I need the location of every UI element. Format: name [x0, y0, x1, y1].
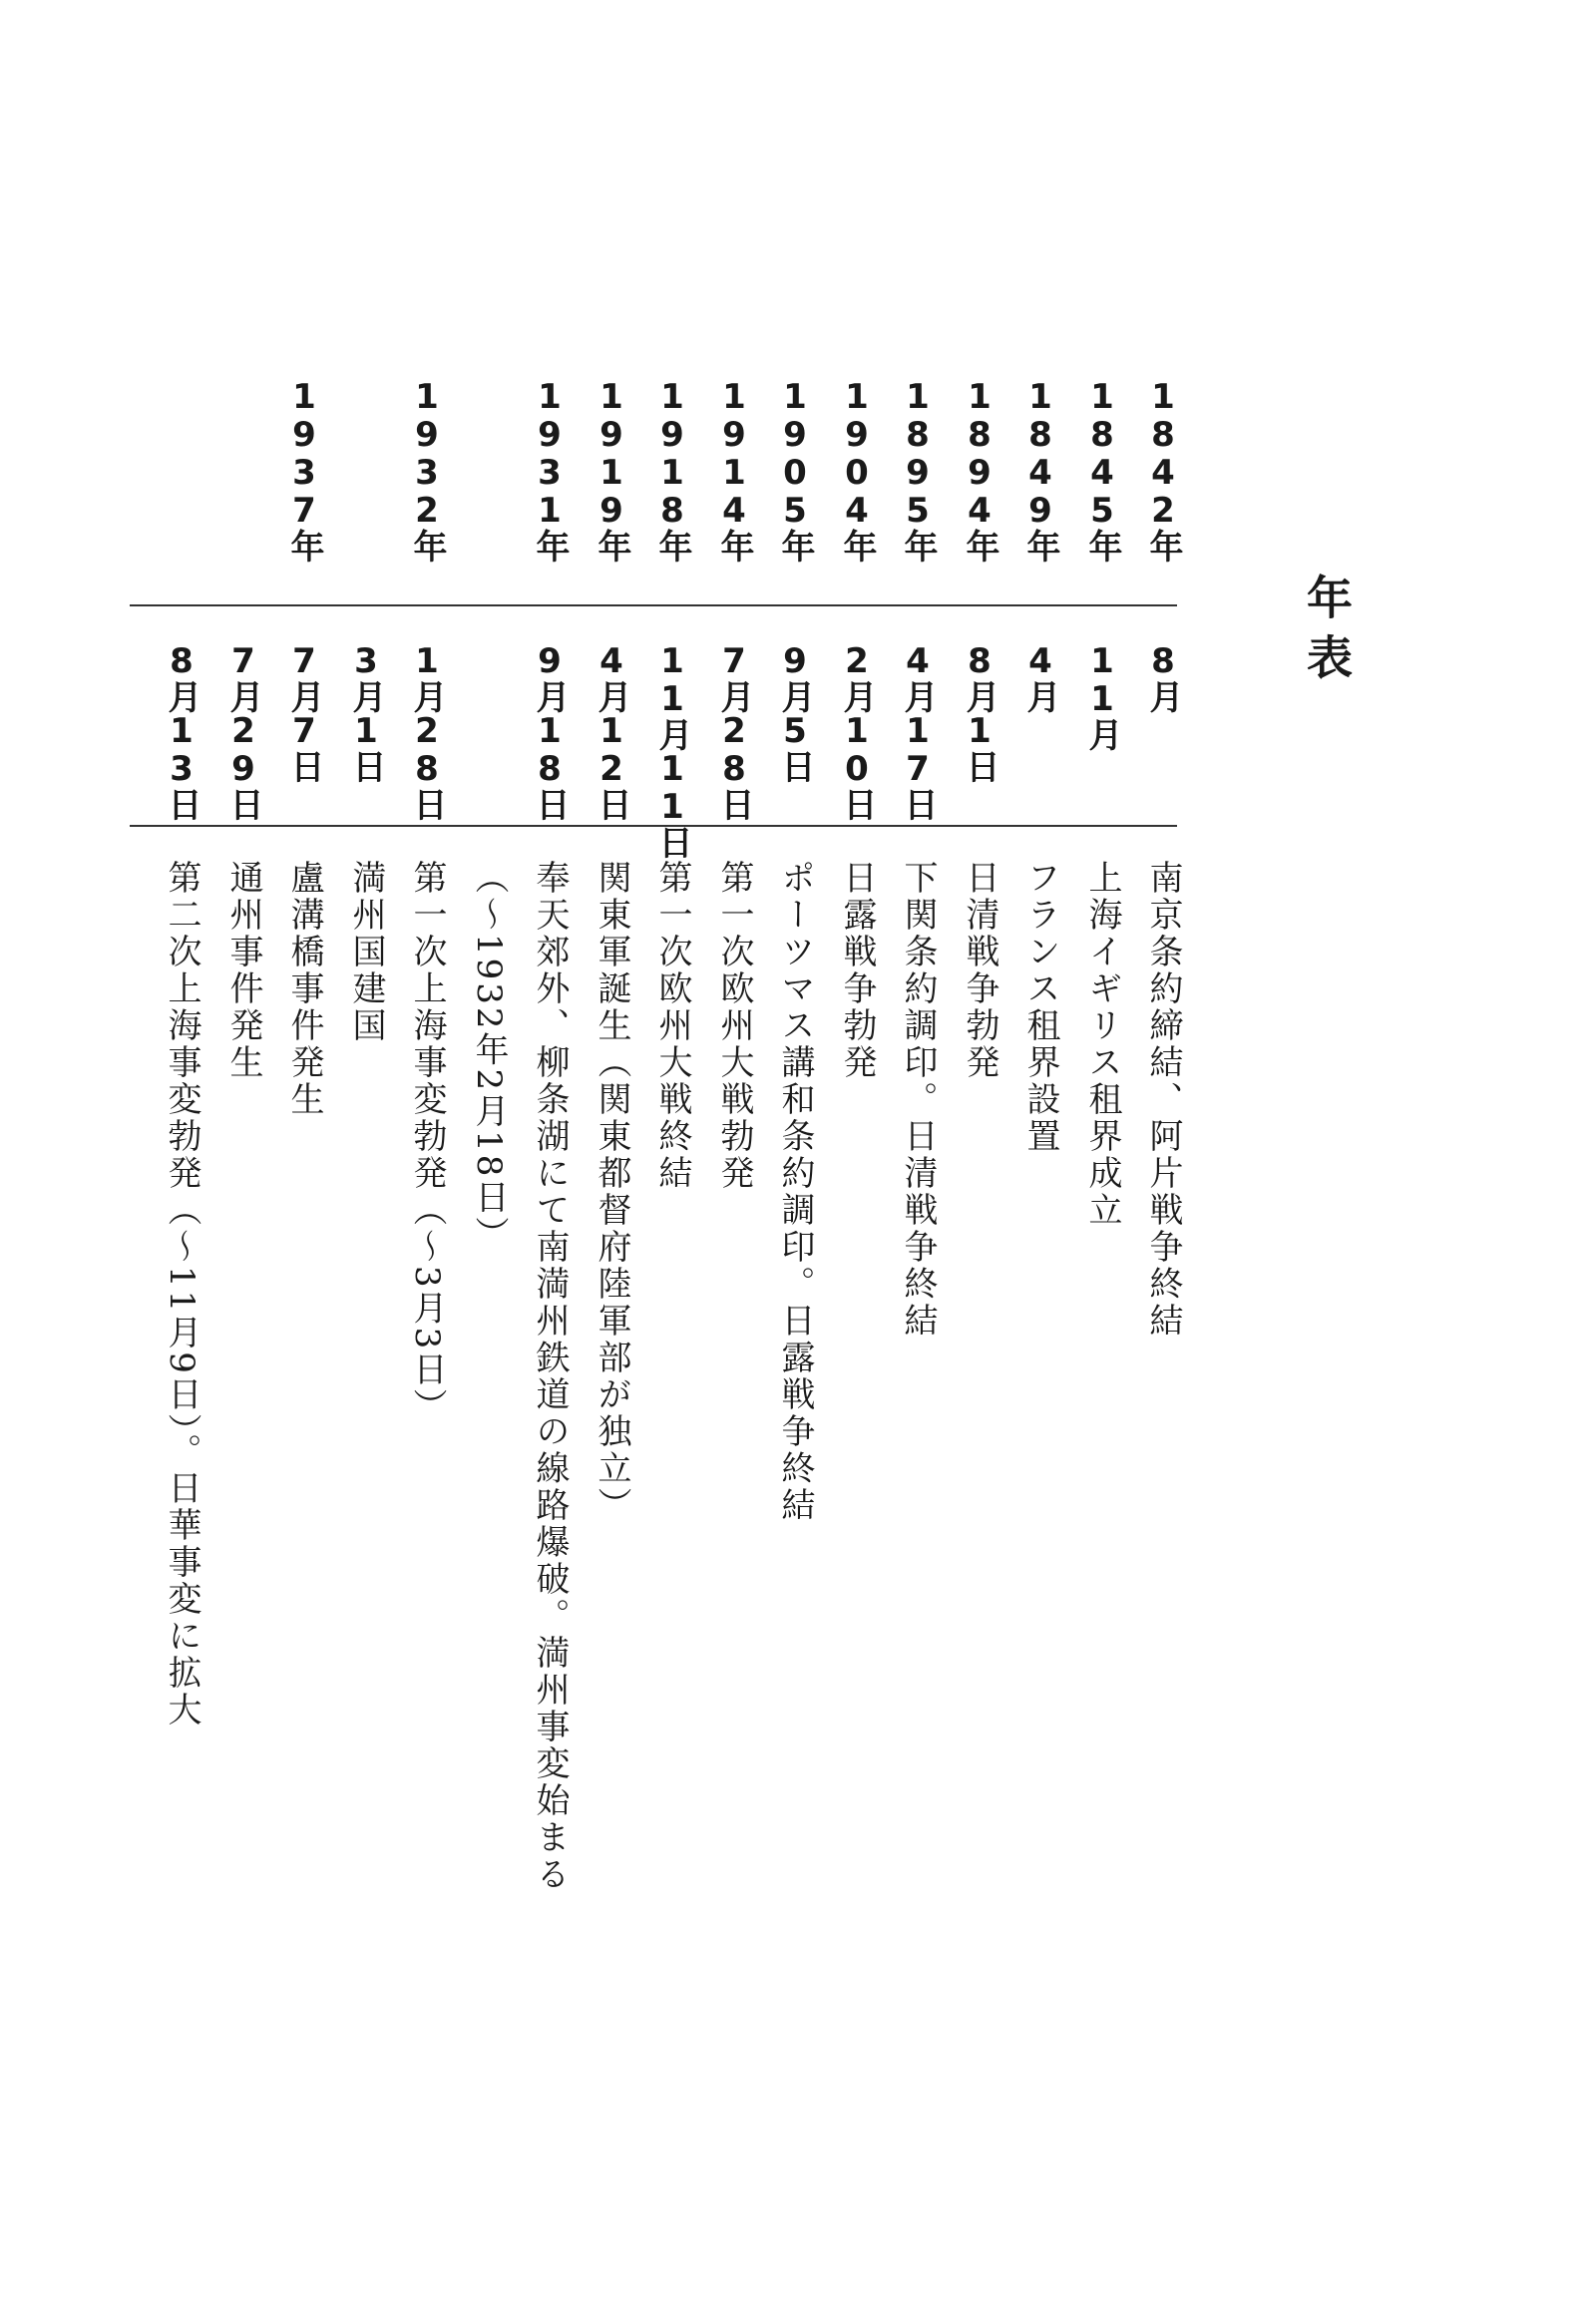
- date-cell: 4月: [1020, 641, 1060, 711]
- event-cell: 日露戦争勃発: [837, 860, 877, 1081]
- date-cell: 3月1日: [346, 641, 386, 781]
- event-cell: 通州事件発生: [223, 860, 263, 1081]
- event-cell: 上海イギリス租界成立: [1082, 860, 1122, 1229]
- date-cell: 4月17日: [898, 641, 938, 819]
- date-cell: 9月18日: [530, 641, 570, 819]
- date-cell: 11月11日: [652, 641, 692, 857]
- year-cell: 1895年: [898, 377, 938, 561]
- year-cell: 1845年: [1082, 377, 1122, 561]
- event-cell: 盧溝橋事件発生: [284, 860, 324, 1118]
- event-cell: 第一次上海事変勃発（～3月3日）: [407, 860, 447, 1426]
- date-cell: 9月5日: [775, 641, 815, 781]
- year-cell: 1905年: [775, 377, 815, 561]
- date-cell: 8月1日: [960, 641, 999, 781]
- event-cell: 第一次欧州大戦勃発: [714, 860, 754, 1192]
- event-cell: 下関条約調印。日清戦争終結: [898, 860, 938, 1340]
- date-cell: 11月: [1082, 641, 1122, 749]
- event-cell: フランス租界設置: [1020, 860, 1060, 1155]
- date-cell: 7月7日: [284, 641, 324, 781]
- date-cell: 7月28日: [714, 641, 754, 819]
- event-cell: 日清戦争勃発: [960, 860, 999, 1081]
- date-cell: 4月12日: [592, 641, 631, 819]
- event-cell: 満州国建国: [346, 860, 386, 1044]
- date-cell: 8月13日: [162, 641, 201, 819]
- date-cell: 8月: [1143, 641, 1183, 711]
- year-cell: 1842年: [1143, 377, 1183, 561]
- event-cell: 南京条約締結、阿片戦争終結: [1143, 860, 1183, 1340]
- year-cell: 1919年: [592, 377, 631, 561]
- event-cell: ポーツマス講和条約調印。日露戦争終結: [775, 860, 815, 1524]
- year-cell: 1914年: [714, 377, 754, 561]
- date-cell: 7月29日: [223, 641, 263, 819]
- event-cell: 第一次欧州大戦終結: [652, 860, 692, 1192]
- header-divider: [130, 604, 1177, 606]
- year-cell: 1904年: [837, 377, 877, 561]
- event-cell: 関東軍誕生（関東都督府陸軍部が独立）: [592, 860, 631, 1524]
- date-cell: 2月10日: [837, 641, 877, 819]
- year-cell: 1918年: [652, 377, 692, 561]
- year-cell: 1932年: [407, 377, 447, 561]
- date-cell: 1月28日: [407, 641, 447, 819]
- year-cell: 1849年: [1020, 377, 1060, 561]
- event-cell: 奉天郊外、柳条湖にて南満州鉄道の線路爆破。満州事変始まる: [530, 860, 570, 1893]
- page-title: 年表: [1300, 574, 1354, 693]
- year-cell: 1894年: [960, 377, 999, 561]
- year-cell: 1937年: [284, 377, 324, 561]
- year-cell: 1931年: [530, 377, 570, 561]
- event-cell: （～1932年2月18日）: [469, 860, 509, 1254]
- event-cell: 第二次上海事変勃発（～11月9日）。日華事変に拡大: [162, 860, 201, 1729]
